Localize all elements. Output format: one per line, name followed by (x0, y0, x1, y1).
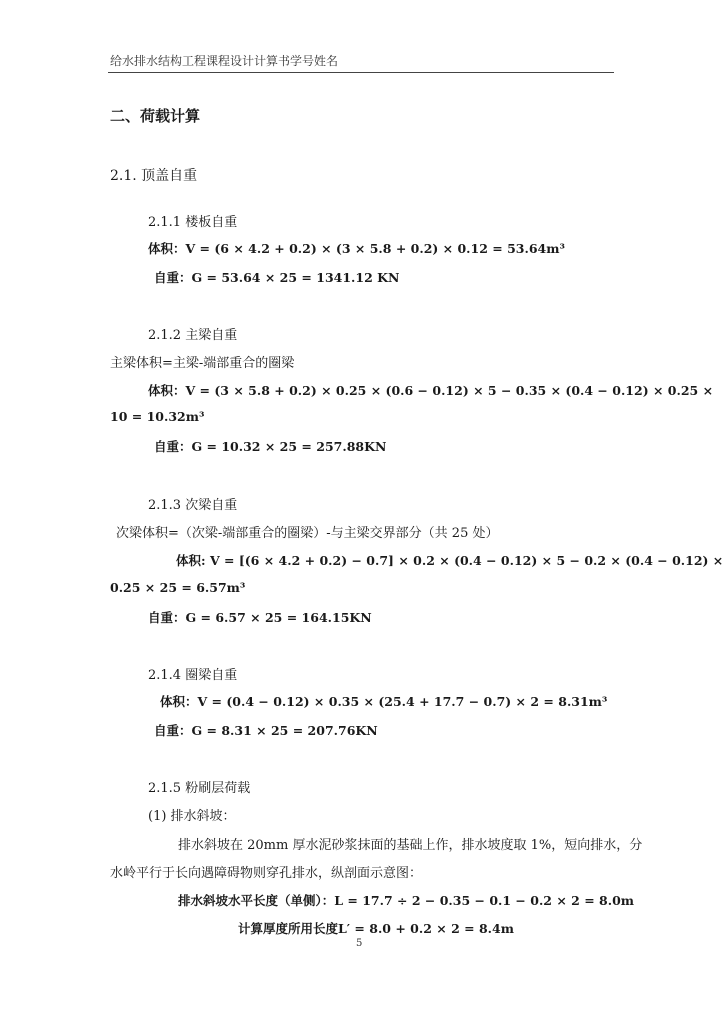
main-beam-weight-equation: 自重：G = 10.32 × 25 = 257.88KN (154, 439, 387, 454)
drainage-paragraph-line2: 水岭平行于长向遇障碍物则穿孔排水，纵剖面示意图： (110, 866, 423, 881)
subsection-title-2-1-1: 2.1.1 楼板自重 (148, 215, 238, 230)
subsection-title-2-1-3: 2.1.3 次梁自重 (148, 498, 238, 513)
secondary-beam-note: 次梁体积=（次梁-端部重合的圈梁）-与主梁交界部分（共 25 处） (116, 526, 499, 541)
page-number: 5 (356, 938, 363, 949)
subsection-title-2-1: 2.1. 顶盖自重 (110, 168, 198, 184)
drainage-paragraph-line1: 排水斜坡在 20mm 厚水泥砂浆抹面的基础上作，排水坡度取 1%，短向排水，分 (178, 838, 643, 853)
slab-volume-equation: 体积：V = (6 × 4.2 + 0.2) × (3 × 5.8 + 0.2) × 0.12 = 53.64m³ (148, 241, 565, 256)
subsection-title-2-1-4: 2.1.4 圈梁自重 (148, 668, 238, 683)
main-beam-volume-line2: 10 = 10.32m³ (110, 409, 205, 424)
section-title: 二、荷载计算 (110, 107, 201, 125)
header-divider (108, 72, 614, 73)
secondary-beam-weight-equation: 自重：G = 6.57 × 25 = 164.15KN (148, 610, 372, 625)
slab-weight-equation: 自重：G = 53.64 × 25 = 1341.12 KN (154, 270, 400, 285)
subsection-title-2-1-2: 2.1.2 主梁自重 (148, 328, 238, 343)
secondary-beam-volume-line2: 0.25 × 25 = 6.57m³ (110, 580, 246, 595)
drainage-slope-item: (1) 排水斜坡： (148, 809, 236, 824)
calc-length-equation: 计算厚度所用长度L′ = 8.0 + 0.2 × 2 = 8.4m (238, 921, 514, 936)
main-beam-volume-line1: 体积：V = (3 × 5.8 + 0.2) × 0.25 × (0.6 − 0.12) × 5 − 0.35 × (0.4 − 0.12) × 0.25 × (148, 383, 714, 398)
ring-beam-weight-equation: 自重：G = 8.31 × 25 = 207.76KN (154, 723, 378, 738)
ring-beam-volume-equation: 体积：V = (0.4 − 0.12) × 0.35 × (25.4 + 17.7 − 0.7) × 2 = 8.31m³ (160, 694, 608, 709)
page-header: 给水排水结构工程课程设计计算书学号姓名 (110, 54, 339, 68)
subsection-title-2-1-5: 2.1.5 粉刷层荷载 (148, 781, 251, 796)
slope-length-equation: 排水斜坡水平长度（单侧）：L = 17.7 ÷ 2 − 0.35 − 0.1 − 0.2 × 2 = 8.0m (178, 893, 635, 908)
main-beam-note: 主梁体积=主梁-端部重合的圈梁 (110, 356, 295, 371)
secondary-beam-volume-line1: 体积: V = [(6 × 4.2 + 0.2) − 0.7] × 0.2 × (0.4 − 0.12) × 5 − 0.2 × (0.4 − 0.12) × (176, 553, 724, 568)
